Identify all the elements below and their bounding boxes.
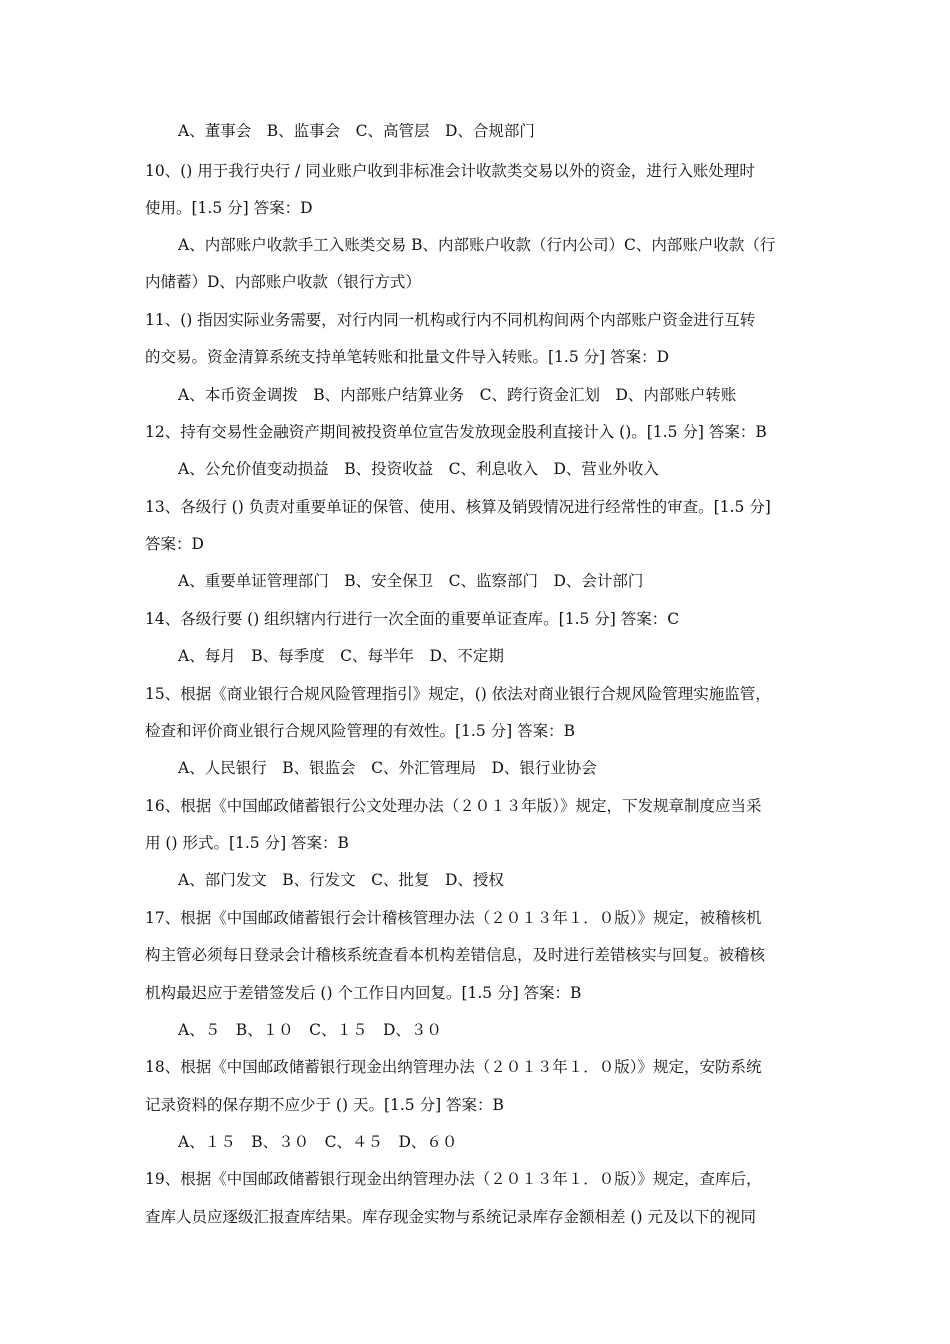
question-line: 12、持有交易性金融资产期间被投资单位宣告发放现金股利直接计入 ()。[1.5 分] 答案：B — [145, 423, 767, 441]
option-line: A、每月 B、每季度 C、每半年 D、不定期 — [178, 647, 504, 665]
question-line: 15、根据《商业银行合规风险管理指引》规定，() 依法对商业银行合规风险管理实施监管， — [145, 685, 771, 703]
option-line: A、本币资金调拨 B、内部账户结算业务 C、跨行资金汇划 D、内部账户转账 — [178, 386, 737, 404]
question-line: 用 () 形式。[1.5 分] 答案：B — [145, 834, 349, 852]
question-line: 记录资料的保存期不应少于 () 天。[1.5 分] 答案：B — [145, 1096, 504, 1114]
question-line: 16、根据《中国邮政储蓄银行公文处理办法（２０１３年版）》规定，下发规章制度应当采 — [145, 797, 762, 815]
question-line: 的交易。资金清算系统支持单笔转账和批量文件导入转账。[1.5 分] 答案：D — [145, 348, 670, 366]
question-line: 查库人员应逐级汇报查库结果。库存现金实物与系统记录库存金额相差 () 元及以下的视同 — [145, 1208, 756, 1226]
question-line: 答案：D — [145, 535, 204, 553]
option-line: A、部门发文 B、行发文 C、批复 D、授权 — [178, 871, 504, 889]
question-line: 19、根据《中国邮政储蓄银行现金出纳管理办法（２０１３年１．０版）》规定，查库后， — [145, 1170, 762, 1188]
option-line: A、董事会 B、监事会 C、高管层 D、合规部门 — [178, 122, 535, 140]
question-line: 11、() 指因实际业务需要，对行内同一机构或行内不同机构间两个内部账户资金进行互转 — [145, 311, 756, 329]
option-line: A、人民银行 B、银监会 C、外汇管理局 D、银行业协会 — [178, 759, 597, 777]
question-line: 内储蓄）D、内部账户收款（银行方式） — [145, 273, 421, 291]
question-line: 17、根据《中国邮政储蓄银行会计稽核管理办法（２０１３年１．０版）》规定，被稽核机 — [145, 909, 762, 927]
question-line: 14、各级行要 () 组织辖内行进行一次全面的重要单证查库。[1.5 分] 答案：C — [145, 610, 680, 628]
question-line: 13、各级行 () 负责对重要单证的保管、使用、核算及销毁情况进行经常性的审查。[1.5 分] — [145, 498, 771, 516]
option-line: A、内部账户收款手工入账类交易 B、内部账户收款（行内公司）C、内部账户收款（行 — [178, 236, 776, 254]
option-line: A、５ B、１０ C、１５ D、３０ — [178, 1021, 442, 1039]
question-line: 构主管必须每日登录会计稽核系统查看本机构差错信息，及时进行差错核实与回复。被稽核 — [145, 946, 766, 964]
question-line: 机构最迟应于差错签发后 () 个工作日内回复。[1.5 分] 答案：B — [145, 984, 582, 1002]
question-line: 检查和评价商业银行合规风险管理的有效性。[1.5 分] 答案：B — [145, 722, 575, 740]
question-line: 18、根据《中国邮政储蓄银行现金出纳管理办法（２０１３年１．０版）》规定，安防系统 — [145, 1058, 762, 1076]
option-line: A、公允价值变动损益 B、投资收益 C、利息收入 D、营业外收入 — [178, 460, 659, 478]
option-line: A、１５ B、３０ C、４５ D、６０ — [178, 1133, 458, 1151]
question-line: 10、() 用于我行央行 / 同业账户收到非标准会计收款类交易以外的资金，进行入账处理时 — [145, 162, 755, 180]
option-line: A、重要单证管理部门 B、安全保卫 C、监察部门 D、会计部门 — [178, 572, 644, 590]
question-line: 使用。[1.5 分] 答案：D — [145, 199, 313, 217]
